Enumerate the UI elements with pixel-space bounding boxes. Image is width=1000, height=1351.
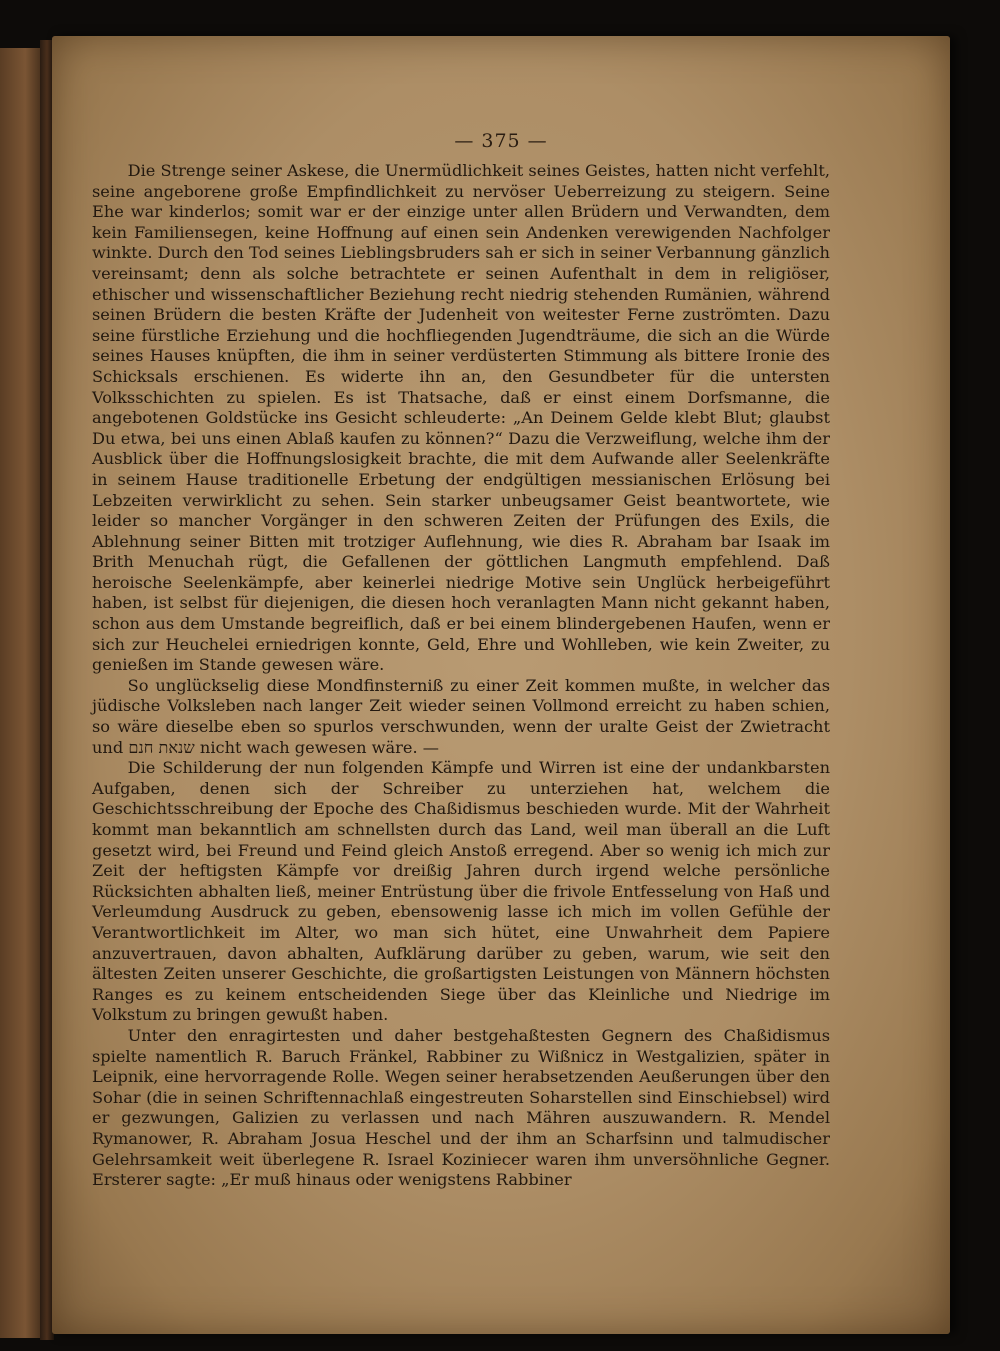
page-number: — 375 — [454,130,548,152]
paragraph-4: Unter den enragirtesten und daher bestgehaßtesten Gegnern des Chaßidismus spielte namentlich R. Baruch Fränkel, Rabbiner zu Wißnicz in Westgalizien, später in Leipnik, eine hervorragende Rolle. Wegen seiner herabsetzenden Aeußerungen über den Sohar (die in seinen Schriftennachlaß eingestreuten Soharstellen sind Einschiebsel) wird er gezwungen, Galizien zu verlassen und nach Mähren auszuwandern. R. Mendel Rymanower, R. Abraham Josua Heschel und der ihm an Scharfsinn und talmudischer Gelehrsamkeit weit überlegene R. Israel Koziniecer waren ihm unversöhnliche Gegner. Ersterer sagte: „Er muß hinaus oder wenigstens Rabbiner [92,1025,830,1190]
paragraph-2: So unglückselig diese Mondfinsterniß zu einer Zeit kommen mußte, in welcher das jüdische Volksleben nach langer Zeit wieder seinen Vollmond erreicht zu haben schien, so wäre dieselbe eben so spurlos verschwunden, wenn der uralte Geist der Zwietracht und שנאת חנם nicht wach gewesen wäre. — [92,675,830,757]
book-page [52,36,950,1334]
paragraph-1: Die Strenge seiner Askese, die Unermüdlichkeit seines Geistes, hatten nicht verfehlt, seine angeborene große Empfindlichkeit zu nervöser Ueberreizung zu steigern. Seine Ehe war kinderlos; somit war er der einzige unter allen Brüdern und Verwandten, dem kein Familiensegen, keine Hoffnung auf einen sein Andenken verewigenden Nachfolger winkte. Durch den Tod seines Lieblingsbruders sah er sich in seiner Verbannung gänzlich vereinsamt; denn als solche betrachtete er seinen Aufenthalt in dem in religiöser, ethischer und wissenschaftlicher Beziehung recht niedrig stehenden Rumänien, während seinen Brüdern die besten Kräfte der Judenheit von weitester Ferne zuströmten. Dazu seine fürstliche Erziehung und die hochfliegenden Jugendträume, die sich an die Würde seines Hauses knüpften, die ihm in seiner verdüsterten Stimmung als bittere Ironie des Schicksals erschienen. Es widerte ihn an, den Gesundbeter für die untersten Volksschichten zu spielen. Es ist Thatsache, daß er einst einem Dorfsmanne, die angebotenen Goldstücke ins Gesicht schleuderte: „An Deinem Gelde klebt Blut; glaubst Du etwa, bei uns einen Ablaß kaufen zu können?“ Dazu die Verzweiflung, welche ihm der Ausblick über die Hoffnungslosigkeit brachte, die mit dem Aufwande aller Seelenkräfte in seinem Hause traditionelle Erbetung der endgültigen messianischen Erlösung bei Lebzeiten verwirklicht zu sehen. Sein starker unbeugsamer Geist beantwortete, wie leider so mancher Vorgänger in den schweren Zeiten der Prüfungen des Exils, die Ablehnung seiner Bitten mit trotziger Auflehnung, wie dies R. Abraham bar Isaak im Brith Menuchah rügt, die Gefallenen der göttlichen Langmuth empfehlend. Daß heroische Seelenkämpfe, aber keinerlei niedrige Motive sein Unglück herbeigeführt haben, ist selbst für diejenigen, die diesen hoch veranlagten Mann nicht gekannt haben, schon aus dem Umstande begreiflich, daß er bei einem blindergebenen Haufen, wenn er sich zur Heuchelei erniedrigen konnte, Geld, Ehre und Wohlleben, wie kein Zweiter, zu genießen im Stande gewesen wäre. [92,161,830,675]
paragraph-3: Die Schilderung der nun folgenden Kämpfe und Wirren ist eine der undankbarsten Aufgaben, denen sich der Schreiber zu unterziehen hat, welchem die Geschichtsschreibung der Epoche des Chaßidismus beschieden wurde. Mit der Wahrheit kommt man bekanntlich am schnellsten durch das Land, weil man überall an die Luft gesetzt wird, bei Freund und Feind gleich Anstoß erregend. Aber so wenig ich mich zur Zeit der heftigsten Kämpfe vor dreißig Jahren durch irgend welche persönliche Rücksichten abhalten ließ, meiner Entrüstung über die frivole Entfesselung von Haß und Verleumdung Ausdruck zu geben, ebensowenig lasse ich mich im vollen Gefühle der Verantwortlichkeit im Alter, wo man sich hütet, eine Unwahrheit dem Papiere anzuvertrauen, davon abhalten, Aufklärung darüber zu geben, warum, wie seit den ältesten Zeiten unserer Geschichte, die großartigsten Leistungen von Männern höchsten Ranges es zu keinem entscheidenden Siege über das Kleinliche und Niedrige im Volkstum zu bringen gewußt haben. [92,758,830,1025]
body-text [92,161,830,1191]
